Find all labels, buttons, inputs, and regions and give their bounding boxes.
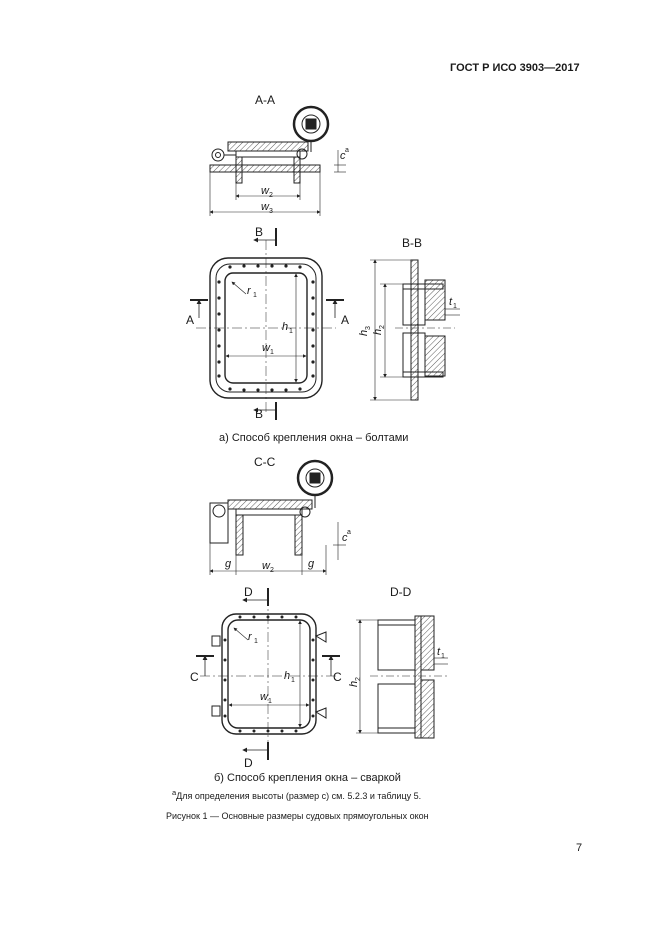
dim-t1-b: t [437, 646, 441, 658]
dim-w2-b-sub: 2 [270, 567, 274, 574]
section-a-a [210, 93, 346, 216]
caption-a: а) Способ крепления окна – болтами [219, 432, 409, 444]
dim-w3-a: w [261, 201, 269, 213]
dim-r1-a: r [247, 285, 251, 297]
dim-h1-b-sub: 1 [291, 677, 295, 684]
dim-t1-b-sub: 1 [441, 653, 445, 660]
dim-h1-a-sub: 1 [289, 328, 293, 335]
dim-w1-b: w [260, 691, 268, 703]
cut-d-bottom: D [244, 756, 253, 770]
dim-c-b-sup: a [347, 529, 351, 536]
cut-b-bottom: B [255, 407, 264, 421]
cut-c-left: C [190, 670, 199, 684]
dim-h2-a: h [372, 328, 384, 335]
dim-c-b: c [342, 532, 348, 544]
cut-a-right: A [341, 313, 350, 327]
cut-c-right: C [333, 670, 342, 684]
dim-g-right: g [308, 558, 315, 570]
dim-t1-a-sub: 1 [453, 303, 457, 310]
dim-w2-b: w [262, 560, 270, 572]
front-view-b [196, 588, 340, 760]
cut-b-top: B [255, 225, 264, 239]
dim-r1-b-sub: 1 [254, 638, 258, 645]
section-label-c-c: C-C [254, 455, 276, 469]
dim-h2-b-sub: 2 [355, 677, 362, 681]
section-label-a-a: A-A [255, 93, 276, 107]
dim-h2-a-sub: 2 [379, 325, 386, 329]
section-b-b [370, 236, 460, 400]
dim-g-left: g [225, 558, 232, 570]
caption-b: б) Способ крепления окна – сваркой [214, 772, 401, 784]
page-number: 7 [576, 842, 583, 854]
standard-header: ГОСТ Р ИСО 3903—2017 [450, 62, 580, 74]
section-d-d [356, 585, 448, 738]
footnote-mark: a [172, 788, 177, 797]
dim-c-a: c [340, 150, 346, 162]
footnote [172, 788, 421, 801]
section-label-d-d: D-D [390, 585, 412, 599]
footnote-text: Для определения высоты (размер с) см. 5.2.3 и таблицу 5. [176, 791, 422, 801]
dim-r1-b: r [248, 631, 252, 643]
dim-w3-a-sub: 3 [269, 208, 273, 215]
dim-w1-a-sub: 1 [270, 349, 274, 356]
dim-h3-a: h [358, 329, 370, 336]
figure-title: Рисунок 1 — Основные размеры судовых прямоугольных окон [166, 811, 429, 821]
cut-d-top: D [244, 585, 253, 599]
dim-c-a-sup: a [345, 147, 349, 154]
dim-h1-b: h [284, 670, 291, 682]
dim-w1-a: w [262, 342, 270, 354]
dim-h3-a-sub: 3 [365, 326, 372, 330]
section-label-b-b: B-B [402, 236, 423, 250]
dim-h2-b: h [348, 680, 360, 687]
dim-h1-a: h [282, 321, 289, 333]
dim-r1-a-sub: 1 [253, 292, 257, 299]
dim-w2-a: w [261, 185, 269, 197]
dim-w2-a-sub: 2 [269, 192, 273, 199]
cut-a-left: A [186, 313, 195, 327]
section-c-c [210, 455, 346, 575]
dim-t1-a: t [449, 296, 453, 308]
dim-w1-b-sub: 1 [268, 698, 272, 705]
front-view-a [190, 228, 344, 420]
